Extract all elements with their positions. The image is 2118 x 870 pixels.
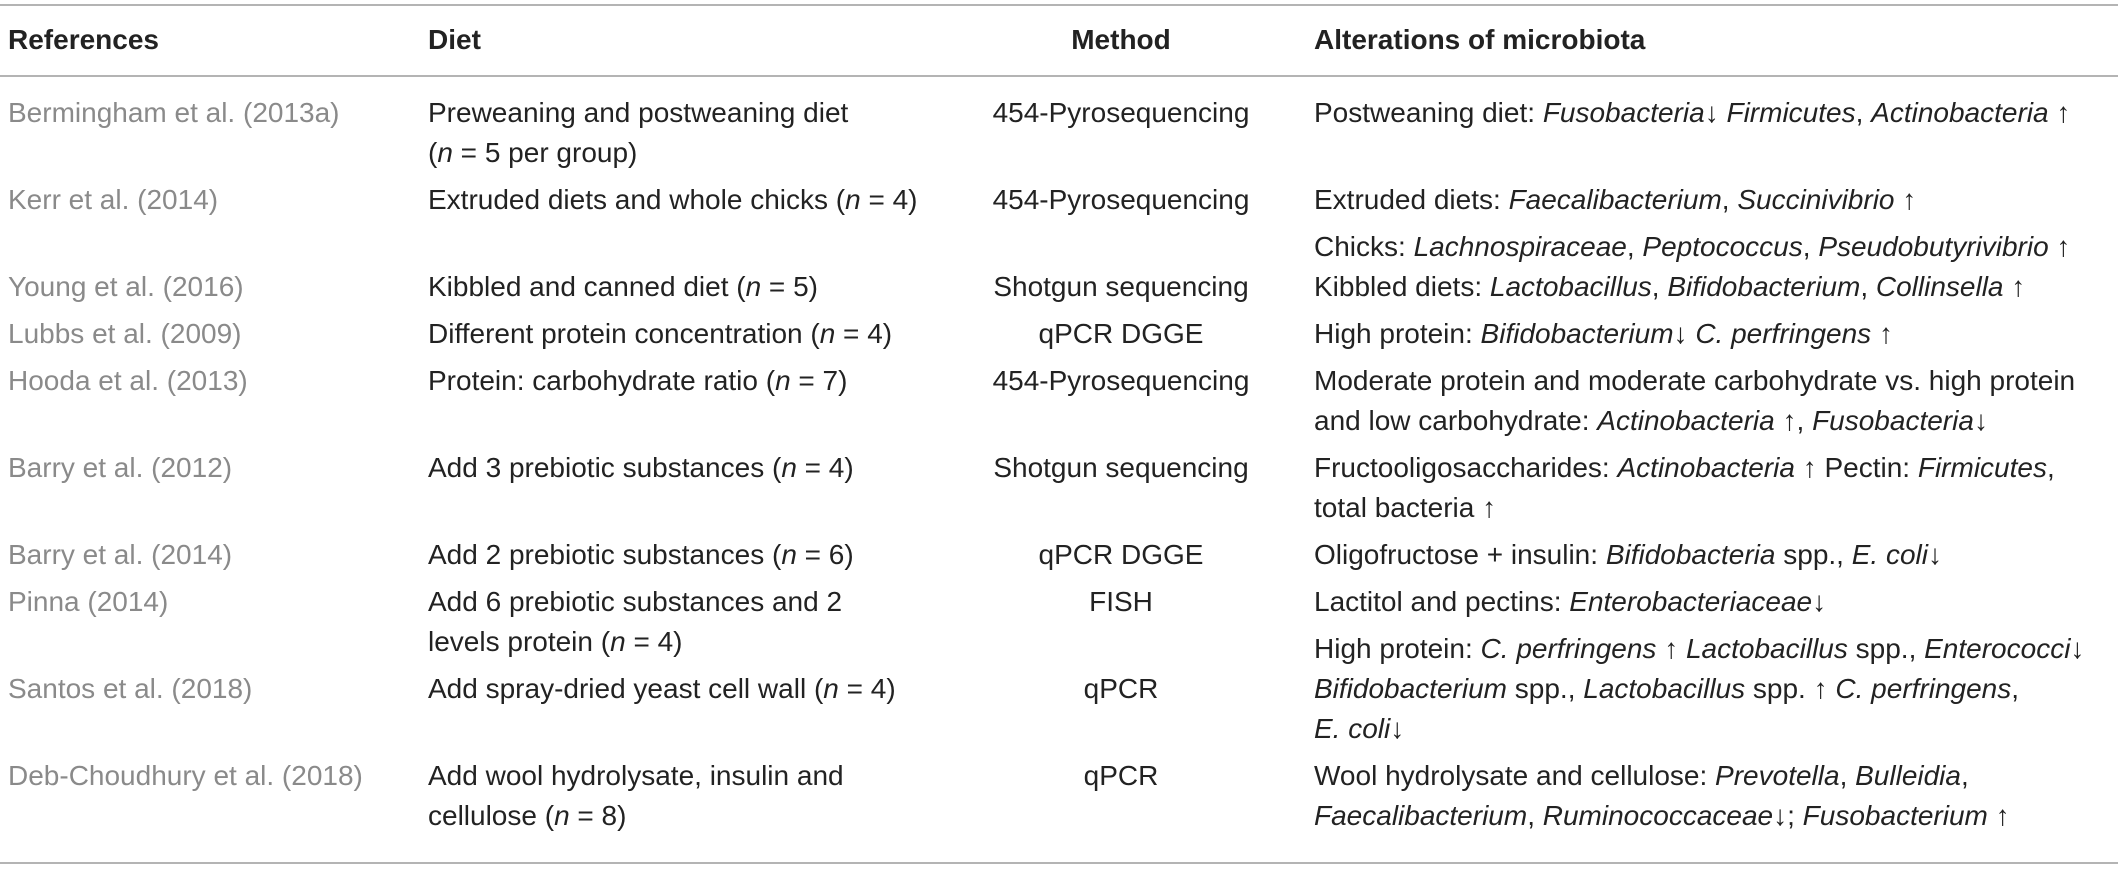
cell-alteration: and low carbohydrate: Actinobacteria ↑, Fusobacteria↓ bbox=[1314, 405, 1988, 436]
cell-diet: levels protein (n = 4) bbox=[428, 626, 683, 657]
cell-reference: Santos et al. (2018) bbox=[8, 673, 253, 704]
cell-method: Shotgun sequencing bbox=[993, 452, 1249, 483]
cell-alteration: Oligofructose + insulin: Bifidobacteria spp., E. coli↓ bbox=[1314, 539, 1942, 570]
cell-diet: Add 2 prebiotic substances (n = 6) bbox=[428, 539, 854, 570]
cell-alteration: Wool hydrolysate and cellulose: Prevotella, Bulleidia, bbox=[1314, 760, 1969, 791]
cell-method: 454-Pyrosequencing bbox=[992, 97, 1250, 128]
header-references: References bbox=[8, 24, 159, 55]
cell-reference: Kerr et al. (2014) bbox=[8, 184, 219, 215]
cell-reference: Barry et al. (2012) bbox=[8, 452, 233, 483]
cell-reference: Deb-Choudhury et al. (2018) bbox=[8, 760, 363, 791]
cell-diet: Extruded diets and whole chicks (n = 4) bbox=[428, 184, 918, 215]
cell-alteration: Postweaning diet: Fusobacteria↓ Firmicutes, Actinobacteria ↑ bbox=[1314, 97, 2071, 128]
cell-method: Shotgun sequencing bbox=[993, 271, 1249, 302]
cell-method: 454-Pyrosequencing bbox=[992, 365, 1250, 396]
cell-alteration: E. coli↓ bbox=[1314, 713, 1405, 744]
cell-alteration: Lactitol and pectins: Enterobacteriaceae↓ bbox=[1314, 586, 1827, 617]
cell-diet: Different protein concentration (n = 4) bbox=[428, 318, 893, 349]
cell-alteration: total bacteria ↑ bbox=[1314, 492, 1497, 523]
cell-reference: Hooda et al. (2013) bbox=[8, 365, 248, 396]
cell-alteration: Faecalibacterium, Ruminococcaceae↓; Fusobacterium ↑ bbox=[1314, 800, 2010, 831]
cell-alteration: Extruded diets: Faecalibacterium, Succinivibrio ↑ bbox=[1314, 184, 1917, 215]
cell-alteration: Moderate protein and moderate carbohydrate vs. high protein bbox=[1314, 365, 2076, 396]
cell-alteration: Bifidobacterium spp., Lactobacillus spp. ↑ C. perfringens, bbox=[1314, 673, 2020, 704]
cell-diet: Add 6 prebiotic substances and 2 bbox=[428, 586, 843, 617]
cell-alteration: Kibbled diets: Lactobacillus, Bifidobacterium, Collinsella ↑ bbox=[1314, 271, 2026, 302]
cell-diet: cellulose (n = 8) bbox=[428, 800, 627, 831]
cell-reference: Barry et al. (2014) bbox=[8, 539, 233, 570]
cell-diet: Preweaning and postweaning diet bbox=[428, 97, 849, 128]
header-diet: Diet bbox=[428, 24, 481, 55]
table-bottom-rule bbox=[0, 862, 2118, 864]
cell-method: qPCR DGGE bbox=[1038, 318, 1204, 349]
table-top-rule bbox=[0, 4, 2118, 6]
cell-method: FISH bbox=[1089, 586, 1153, 617]
cell-method: 454-Pyrosequencing bbox=[992, 184, 1250, 215]
header-method: Method bbox=[1071, 24, 1171, 55]
cell-alteration: Chicks: Lachnospiraceae, Peptococcus, Pseudobutyrivibrio ↑ bbox=[1314, 231, 2071, 262]
cell-diet: Add 3 prebiotic substances (n = 4) bbox=[428, 452, 854, 483]
header-alterations: Alterations of microbiota bbox=[1314, 24, 1646, 55]
cell-alteration: Fructooligosaccharides: Actinobacteria ↑ Pectin: Firmicutes, bbox=[1314, 452, 2055, 483]
cell-alteration: High protein: C. perfringens ↑ Lactobacillus spp., Enterococci↓ bbox=[1314, 633, 2085, 664]
cell-reference: Lubbs et al. (2009) bbox=[8, 318, 242, 349]
cell-reference: Bermingham et al. (2013a) bbox=[8, 97, 340, 128]
cell-diet: Add spray-dried yeast cell wall (n = 4) bbox=[428, 673, 896, 704]
header-bottom-rule bbox=[0, 75, 2118, 77]
cell-method: qPCR bbox=[1083, 760, 1159, 791]
cell-diet: (n = 5 per group) bbox=[428, 137, 638, 168]
cell-diet: Kibbled and canned diet (n = 5) bbox=[428, 271, 818, 302]
cell-diet: Protein: carbohydrate ratio (n = 7) bbox=[428, 365, 848, 396]
cell-reference: Pinna (2014) bbox=[8, 586, 169, 617]
cell-alteration: High protein: Bifidobacterium↓ C. perfringens ↑ bbox=[1314, 318, 1893, 349]
cell-method: qPCR DGGE bbox=[1038, 539, 1204, 570]
cell-diet: Add wool hydrolysate, insulin and bbox=[428, 760, 844, 791]
cell-method: qPCR bbox=[1083, 673, 1159, 704]
cell-reference: Young et al. (2016) bbox=[8, 271, 244, 302]
